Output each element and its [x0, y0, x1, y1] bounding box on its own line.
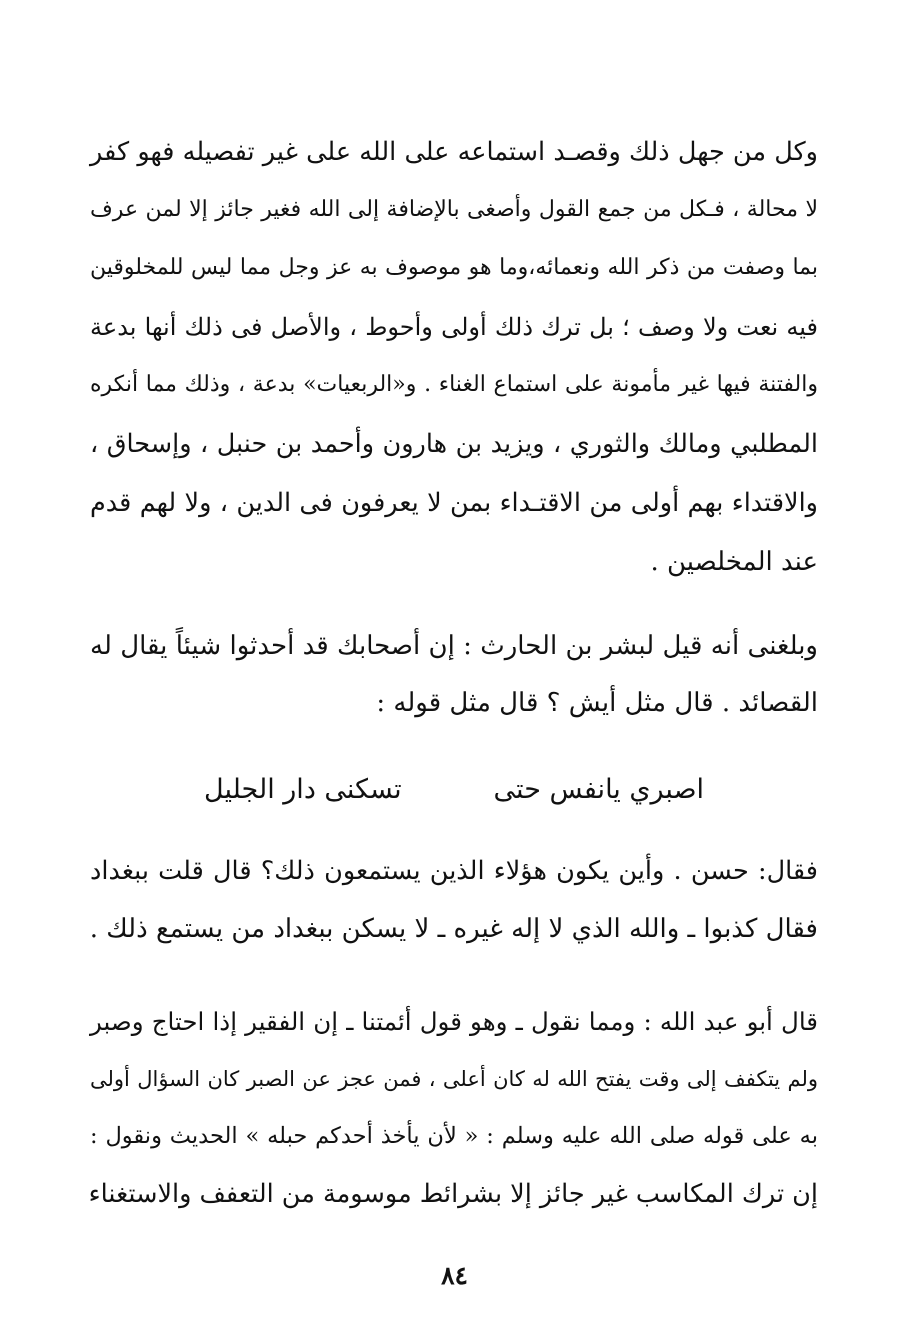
text-line: بما وصفت من ذكر الله ونعمائه،وما هو موصوف به عز وجل مما ليس للمخلوقين [90, 255, 818, 280]
text-line: لا محالة ، فـكل من جمع القول وأصغى بالإضافة إلى الله فغير جائز إلا لمن عرف [90, 197, 818, 222]
text-line: فقال: حسن . وأين يكون هؤلاء الذين يستمعون ذلك؟ قال قلت ببغداد [90, 856, 818, 886]
verse-first-hemistich: اصبري يانفس حتى [493, 774, 704, 805]
text-line: والفتنة فيها غير مأمونة على استماع الغناء . و«الربعيات» بدعة ، وذلك مما أنكره [90, 372, 818, 397]
text-line: فقال كذبوا ـ والله الذي لا إله غيره ـ لا يسكن ببغداد من يستمع ذلك . [89, 914, 818, 944]
text-line: القصائد . قال مثل أيش ؟ قال مثل قوله : [376, 688, 818, 718]
poetry-verse [204, 765, 704, 815]
text-line: وبلغنى أنه قيل لبشر بن الحارث : إن أصحابك قد أحدثوا شيئاً يقال له [90, 631, 818, 661]
text-line: والاقتداء بهم أولى من الاقتـداء بمن لا يعرفون فى الدين ، ولا لهم قدم [90, 488, 818, 518]
text-line: إن ترك المكاسب غير جائز إلا بشرائط موسومة من التعفف والاستغناء [88, 1179, 818, 1209]
text-line: ولم يتكفف إلى وقت يفتح الله له كان أعلى ، فمن عجز عن الصبر كان السؤال أولى [90, 1067, 818, 1091]
text-line: قال أبو عبد الله : ومما نقول ـ وهو قول أئمتنا ـ إن الفقير إذا احتاج وصبر [90, 1007, 818, 1036]
page-number: ٨٤ [441, 1261, 468, 1290]
text-line: عند المخلصين . [650, 547, 818, 577]
text-line: المطلبي ومالك والثوري ، ويزيد بن هارون وأحمد بن حنبل ، وإسحاق ، [90, 429, 818, 459]
text-line: به على قوله صلى الله عليه وسلم : « لأن يأخذ أحدكم حبله » الحديث ونقول : [90, 1123, 818, 1149]
text-line: فيه نعت ولا وصف ؛ بل ترك ذلك أولى وأحوط ، والأصل فى ذلك أنها بدعة [90, 313, 818, 341]
verse-second-hemistich: تسكنى دار الجليل [204, 774, 402, 805]
text-line: وكل من جهل ذلك وقصـد استماعه على الله على غير تفصيله فهو كفر [90, 137, 818, 167]
